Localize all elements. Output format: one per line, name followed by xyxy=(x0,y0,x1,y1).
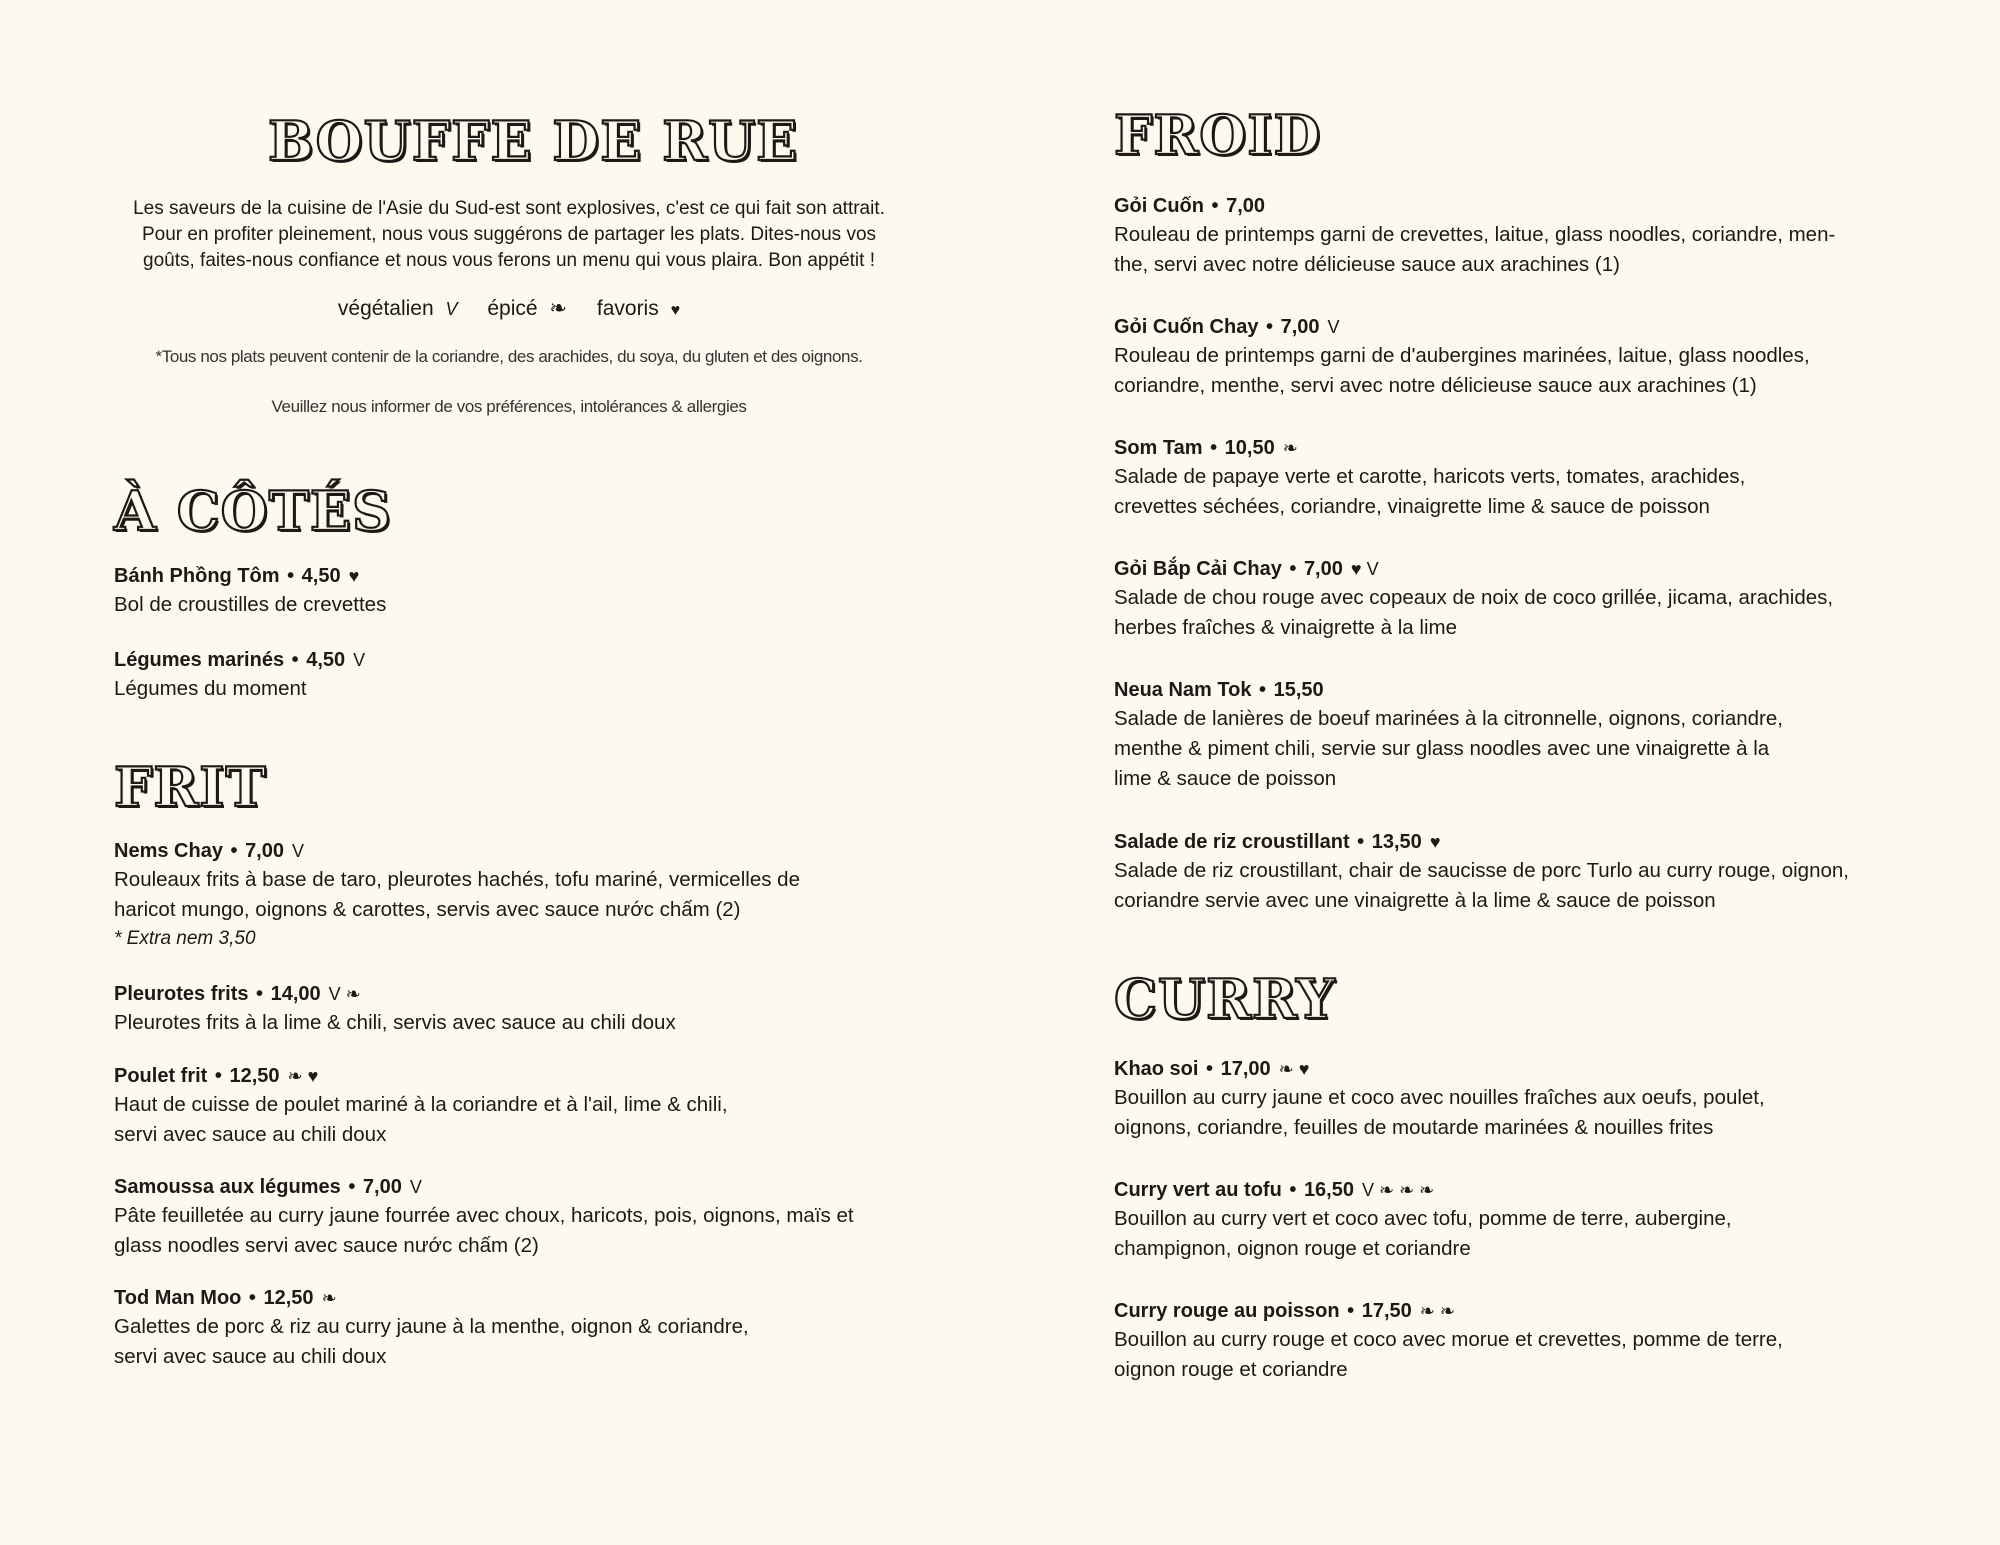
legend-spicy: épicé ❧ xyxy=(487,297,568,320)
item-description: Pleurotes frits à la lime & chili, servis avec sauce au chili doux xyxy=(114,1011,676,1034)
chili-icon: ❧ xyxy=(549,297,568,320)
item-description: Légumes du moment xyxy=(114,677,307,700)
item-description: Galettes de porc & riz au curry jaune à la menthe, oignon & coriandre, servi avec sauce au chili doux xyxy=(114,1315,749,1368)
menu-item xyxy=(1114,555,1833,643)
menu-item xyxy=(1114,1055,1765,1143)
item-icons: ❧ ♥ xyxy=(1278,1059,1310,1079)
menu-item xyxy=(114,1173,854,1261)
legend xyxy=(114,296,904,321)
section-title-fried: FRIT xyxy=(114,755,267,819)
item-head: Neua Nam Tok • 15,50 xyxy=(1114,679,1324,701)
item-description: Salade de lanières de boeuf marinées à la citronnelle, oignons, coriandre, menthe & piment chili, servie sur glass noodles avec une vinaigrette à la lime & sauce de poisson xyxy=(1114,707,1783,790)
item-icons: V xyxy=(353,650,366,670)
item-icons: ♥ xyxy=(1429,832,1441,852)
menu-item xyxy=(1114,828,1849,916)
allergen-note: *Tous nos plats peuvent contenir de la coriandre, des arachides, du soya, du gluten et des oignons. xyxy=(155,347,863,366)
intro-block xyxy=(114,196,904,417)
menu-item xyxy=(1114,676,1783,794)
item-head: Khao soi • 17,00 ❧ ♥ xyxy=(1114,1058,1310,1080)
item-description: Rouleaux frits à base de taro, pleurotes hachés, tofu mariné, vermicelles de haricot mungo, oignons & carottes, servis avec sauce nước chấm (2) xyxy=(114,868,800,921)
item-head: Tod Man Moo • 12,50 ❧ xyxy=(114,1287,337,1309)
item-icons: ♥ xyxy=(348,566,360,586)
item-icons: ❧ xyxy=(321,1288,337,1308)
menu-item xyxy=(114,562,386,620)
menu-item xyxy=(1114,313,1810,401)
menu-item xyxy=(114,1062,728,1150)
item-head: Gỏi Cuốn Chay • 7,00 V xyxy=(1114,316,1340,338)
heart-icon: ♥ xyxy=(670,302,681,319)
item-icons: V xyxy=(409,1177,422,1197)
menu-item xyxy=(114,980,676,1038)
item-description: Salade de riz croustillant, chair de saucisse de porc Turlo au curry rouge, oignon, coriandre servie avec une vinaigrette à la lime & sauce de poisson xyxy=(1114,859,1849,912)
section-title-street-food: BOUFFE DE RUE xyxy=(268,109,799,173)
vegan-icon: V xyxy=(445,299,458,319)
section-title-sides: À CÔTÉS xyxy=(114,479,393,543)
section-title-curry: CURRY xyxy=(1114,967,1336,1031)
item-icons: ❧ ♥ xyxy=(287,1066,319,1086)
menu-item xyxy=(114,837,800,953)
item-head: Gỏi Cuốn • 7,00 xyxy=(1114,195,1266,217)
item-icons: ❧ ❧ xyxy=(1419,1301,1455,1321)
item-icons: ♥ V xyxy=(1350,559,1379,579)
item-description: Bouillon au curry rouge et coco avec morue et crevettes, pomme de terre, oignon rouge et coriandre xyxy=(1114,1328,1783,1381)
item-head: Curry rouge au poisson • 17,50 ❧ ❧ xyxy=(1114,1300,1455,1322)
item-description: Bouillon au curry jaune et coco avec nouilles fraîches aux oeufs, poulet, oignons, coriandre, feuilles de moutarde marinées & nouilles frites xyxy=(1114,1086,1765,1139)
item-description: Salade de papaye verte et carotte, haricots verts, tomates, arachides, crevettes séchées, coriandre, vinaigrette lime & sauce de poisson xyxy=(1114,465,1746,518)
section-title-cold: FROID xyxy=(1114,103,1322,167)
menu-item xyxy=(114,1284,749,1372)
item-description: Salade de chou rouge avec copeaux de noix de coco grillée, jicama, arachides, herbes fraîches & vinaigrette à la lime xyxy=(1114,586,1834,639)
menu-item xyxy=(1114,1297,1783,1385)
item-head: Salade de riz croustillant • 13,50 ♥ xyxy=(1114,831,1441,853)
item-icons: V ❧ ❧ ❧ xyxy=(1362,1180,1435,1200)
intro-text: Les saveurs de la cuisine de l'Asie du Sud-est sont explosives, c'est ce qui fait son attrait. Pour en profiter pleinement, nous vous suggérons de partager les plats. Dites-nous vos goûts, faites-nous confiance et nous vous ferons un menu qui vous plaira. Bon appétit ! xyxy=(133,198,885,271)
item-head: Gỏi Bắp Cải Chay • 7,00 ♥ V xyxy=(1114,558,1379,580)
item-head: Curry vert au tofu • 16,50 V ❧ ❧ ❧ xyxy=(1114,1179,1435,1201)
item-icons: V xyxy=(1327,317,1340,337)
item-icons: V ❧ xyxy=(328,984,361,1004)
item-description: Bol de croustilles de crevettes xyxy=(114,593,387,616)
item-head: Nems Chay • 7,00 V xyxy=(114,840,305,862)
legend-favorite: favoris ♥ xyxy=(596,297,681,320)
legend-vegan: végétalien V xyxy=(337,297,458,320)
item-head: Pleurotes frits • 14,00 V ❧ xyxy=(114,983,361,1005)
item-description: Pâte feuilletée au curry jaune fourrée avec choux, haricots, pois, oignons, maïs et glass noodles servi avec sauce nước chấm (2) xyxy=(114,1204,854,1257)
item-extra: * Extra nem 3,50 xyxy=(114,928,256,949)
item-head: Légumes marinés • 4,50 V xyxy=(114,649,366,671)
item-description: Bouillon au curry vert et coco avec tofu, pomme de terre, aubergine, champignon, oignon rouge et coriandre xyxy=(1114,1207,1732,1260)
item-description: Rouleau de printemps garni de crevettes, laitue, glass noodles, coriandre, men- the, servi avec notre délicieuse sauce aux arachines (1) xyxy=(1114,223,1836,276)
item-head: Samoussa aux légumes • 7,00 V xyxy=(114,1176,422,1198)
item-head: Bánh Phồng Tôm • 4,50 ♥ xyxy=(114,565,360,587)
menu-item xyxy=(1114,192,1835,280)
item-description: Rouleau de printemps garni de d'aubergines marinées, laitue, glass noodles, coriandre, menthe, servi avec notre délicieuse sauce aux arachines (1) xyxy=(1114,344,1810,397)
menu-item xyxy=(1114,434,1745,522)
item-head: Som Tam • 10,50 ❧ xyxy=(1114,437,1298,459)
menu-item xyxy=(1114,1176,1732,1264)
item-head: Poulet frit • 12,50 ❧ ♥ xyxy=(114,1065,319,1087)
menu-item xyxy=(114,646,365,704)
item-icons: V xyxy=(292,841,305,861)
item-icons: ❧ xyxy=(1282,438,1298,458)
inform-note: Veuillez nous informer de vos préférences, intolérances & allergies xyxy=(271,397,747,416)
item-description: Haut de cuisse de poulet mariné à la coriandre et à l'ail, lime & chili, servi avec sauce au chili doux xyxy=(114,1093,728,1146)
